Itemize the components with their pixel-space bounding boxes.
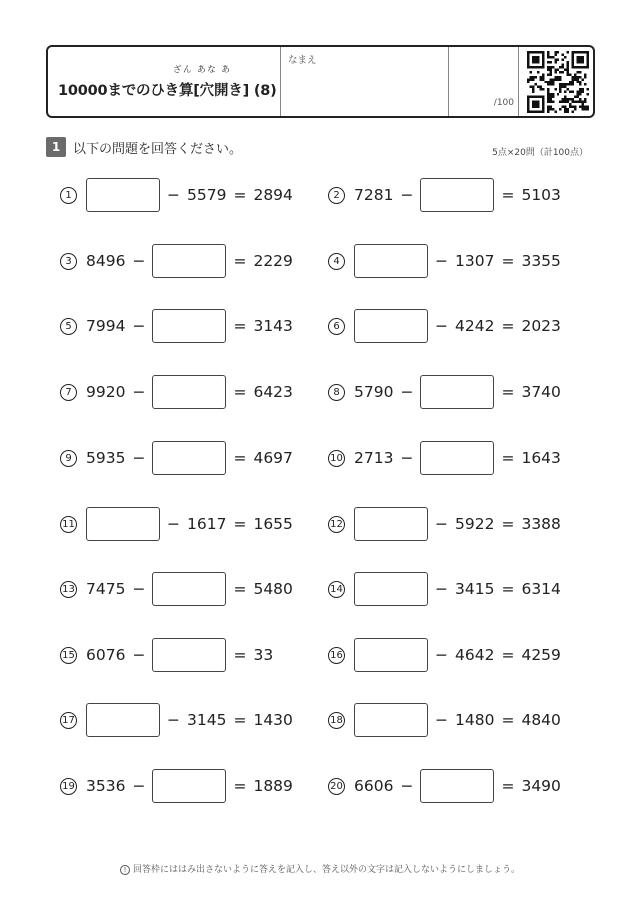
problem-7 bbox=[60, 375, 293, 409]
problem-14 bbox=[328, 572, 561, 606]
problem-number: 7 bbox=[60, 384, 77, 401]
difference: 3490 bbox=[521, 777, 561, 795]
equals-sign: = bbox=[501, 186, 515, 204]
answer-box[interactable] bbox=[420, 441, 494, 475]
problem-6 bbox=[328, 309, 561, 343]
minus-sign: − bbox=[167, 186, 180, 204]
problem-number: 2 bbox=[328, 187, 345, 204]
problem-17 bbox=[60, 703, 293, 737]
minuend: 5935 bbox=[86, 449, 126, 467]
equals-sign: = bbox=[233, 317, 247, 335]
difference: 2894 bbox=[253, 186, 293, 204]
equals-sign: = bbox=[233, 580, 247, 598]
subtrahend: 1307 bbox=[455, 252, 495, 270]
equals-sign: = bbox=[501, 383, 515, 401]
subtrahend: 1480 bbox=[455, 711, 495, 729]
equals-sign: = bbox=[501, 580, 515, 598]
equals-sign: = bbox=[233, 777, 247, 795]
minus-sign: − bbox=[435, 711, 448, 729]
minuend: 7994 bbox=[86, 317, 126, 335]
difference: 4840 bbox=[521, 711, 561, 729]
subtrahend: 1617 bbox=[187, 515, 227, 533]
problem-number: 1 bbox=[60, 187, 77, 204]
problem-number: 15 bbox=[60, 647, 77, 664]
problem-20 bbox=[328, 769, 561, 803]
answer-box[interactable] bbox=[152, 638, 226, 672]
answer-box[interactable] bbox=[354, 703, 428, 737]
minus-sign: − bbox=[132, 646, 146, 664]
score-label: /100 bbox=[493, 98, 514, 108]
difference: 5480 bbox=[253, 580, 293, 598]
name-label: なまえ bbox=[288, 55, 317, 66]
qr-code-icon bbox=[527, 51, 589, 113]
minus-sign: − bbox=[435, 515, 448, 533]
problem-number: 20 bbox=[328, 778, 345, 795]
subtrahend: 5922 bbox=[455, 515, 495, 533]
equals-sign: = bbox=[501, 711, 515, 729]
answer-box[interactable] bbox=[86, 507, 160, 541]
name-field[interactable] bbox=[280, 47, 448, 116]
equals-sign: = bbox=[233, 186, 247, 204]
difference: 5103 bbox=[521, 186, 561, 204]
minus-sign: − bbox=[435, 580, 448, 598]
difference: 1430 bbox=[253, 711, 293, 729]
answer-box[interactable] bbox=[420, 769, 494, 803]
problem-number: 5 bbox=[60, 318, 77, 335]
answer-box[interactable] bbox=[86, 178, 160, 212]
problem-9 bbox=[60, 441, 293, 475]
equals-sign: = bbox=[501, 252, 515, 270]
points-note: 5点×20問（計100点） bbox=[492, 148, 588, 158]
section-instruction: 以下の問題を回答ください。 bbox=[73, 142, 243, 157]
answer-box[interactable] bbox=[354, 309, 428, 343]
minus-sign: − bbox=[400, 449, 414, 467]
title-cell bbox=[48, 47, 280, 116]
minus-sign: − bbox=[435, 317, 448, 335]
equals-sign: = bbox=[233, 383, 247, 401]
equals-sign: = bbox=[233, 449, 247, 467]
answer-box[interactable] bbox=[86, 703, 160, 737]
problem-number: 9 bbox=[60, 450, 77, 467]
equals-sign: = bbox=[233, 711, 247, 729]
difference: 6423 bbox=[253, 383, 293, 401]
problem-15 bbox=[60, 638, 273, 672]
difference: 3740 bbox=[521, 383, 561, 401]
problem-5 bbox=[60, 309, 293, 343]
subtrahend: 4242 bbox=[455, 317, 495, 335]
difference: 1643 bbox=[521, 449, 561, 467]
problem-12 bbox=[328, 507, 561, 541]
answer-box[interactable] bbox=[152, 572, 226, 606]
equals-sign: = bbox=[233, 252, 247, 270]
minus-sign: − bbox=[167, 711, 180, 729]
subtrahend: 3415 bbox=[455, 580, 495, 598]
minus-sign: − bbox=[435, 252, 448, 270]
qr-cell bbox=[518, 47, 595, 116]
answer-box[interactable] bbox=[152, 769, 226, 803]
problem-number: 3 bbox=[60, 253, 77, 270]
minus-sign: − bbox=[132, 777, 146, 795]
minuend: 2713 bbox=[354, 449, 394, 467]
minus-sign: − bbox=[132, 317, 146, 335]
difference: 1889 bbox=[253, 777, 293, 795]
problem-16 bbox=[328, 638, 561, 672]
answer-box[interactable] bbox=[354, 507, 428, 541]
minuend: 5790 bbox=[354, 383, 394, 401]
minus-sign: − bbox=[132, 383, 146, 401]
minus-sign: − bbox=[400, 186, 414, 204]
problem-10 bbox=[328, 441, 561, 475]
problem-number: 18 bbox=[328, 712, 345, 729]
problem-18 bbox=[328, 703, 561, 737]
minuend: 6076 bbox=[86, 646, 126, 664]
minus-sign: − bbox=[132, 580, 146, 598]
answer-box[interactable] bbox=[354, 244, 428, 278]
equals-sign: = bbox=[501, 777, 515, 795]
problem-number: 6 bbox=[328, 318, 345, 335]
answer-box[interactable] bbox=[152, 309, 226, 343]
section-number-badge: 1 bbox=[46, 137, 66, 157]
answer-box[interactable] bbox=[420, 178, 494, 212]
problem-3 bbox=[60, 244, 293, 278]
minuend: 8496 bbox=[86, 252, 126, 270]
difference: 6314 bbox=[521, 580, 561, 598]
answer-box[interactable] bbox=[152, 375, 226, 409]
difference: 4697 bbox=[253, 449, 293, 467]
minuend: 6606 bbox=[354, 777, 394, 795]
difference: 33 bbox=[253, 646, 274, 664]
problem-number: 13 bbox=[60, 581, 77, 598]
difference: 3355 bbox=[521, 252, 561, 270]
answer-box[interactable] bbox=[152, 441, 226, 475]
footer-text: 回答枠にははみ出さないように答えを記入し、答え以外の文字は記入しないようにしましょう。 bbox=[132, 865, 520, 875]
worksheet-title: 10000までのひき算[穴開き] (8) bbox=[58, 83, 277, 99]
difference: 1655 bbox=[253, 515, 293, 533]
score-field[interactable] bbox=[448, 47, 518, 116]
subtrahend: 3145 bbox=[187, 711, 227, 729]
equals-sign: = bbox=[501, 515, 515, 533]
minus-sign: − bbox=[435, 646, 448, 664]
answer-box[interactable] bbox=[420, 375, 494, 409]
problem-number: 17 bbox=[60, 712, 77, 729]
problem-4 bbox=[328, 244, 561, 278]
problem-number: 12 bbox=[328, 516, 345, 533]
problem-number: 11 bbox=[60, 516, 77, 533]
footer-note bbox=[0, 862, 640, 875]
minus-sign: − bbox=[400, 383, 414, 401]
minus-sign: − bbox=[132, 449, 146, 467]
title-ruby: ざん あな あ bbox=[173, 65, 232, 75]
problem-19 bbox=[60, 769, 293, 803]
subtrahend: 4642 bbox=[455, 646, 495, 664]
equals-sign: = bbox=[233, 646, 247, 664]
difference: 2023 bbox=[521, 317, 561, 335]
minuend: 9920 bbox=[86, 383, 126, 401]
difference: 3143 bbox=[253, 317, 293, 335]
minus-sign: − bbox=[132, 252, 146, 270]
minus-sign: − bbox=[400, 777, 414, 795]
problem-number: 19 bbox=[60, 778, 77, 795]
problem-13 bbox=[60, 572, 293, 606]
equals-sign: = bbox=[501, 646, 515, 664]
problem-2 bbox=[328, 178, 561, 212]
subtrahend: 5579 bbox=[187, 186, 227, 204]
problem-11 bbox=[60, 507, 293, 541]
minuend: 7281 bbox=[354, 186, 394, 204]
equals-sign: = bbox=[501, 317, 515, 335]
answer-box[interactable] bbox=[354, 572, 428, 606]
minus-sign: − bbox=[167, 515, 180, 533]
minuend: 7475 bbox=[86, 580, 126, 598]
difference: 3388 bbox=[521, 515, 561, 533]
difference: 2229 bbox=[253, 252, 293, 270]
answer-box[interactable] bbox=[354, 638, 428, 672]
problem-8 bbox=[328, 375, 561, 409]
info-icon: ! bbox=[120, 865, 130, 875]
problem-number: 10 bbox=[328, 450, 345, 467]
problem-1 bbox=[60, 178, 293, 212]
equals-sign: = bbox=[501, 449, 515, 467]
difference: 4259 bbox=[521, 646, 561, 664]
problem-number: 14 bbox=[328, 581, 345, 598]
worksheet-header bbox=[46, 45, 595, 118]
answer-box[interactable] bbox=[152, 244, 226, 278]
problem-number: 8 bbox=[328, 384, 345, 401]
equals-sign: = bbox=[233, 515, 247, 533]
minuend: 3536 bbox=[86, 777, 126, 795]
problem-number: 16 bbox=[328, 647, 345, 664]
problem-number: 4 bbox=[328, 253, 345, 270]
